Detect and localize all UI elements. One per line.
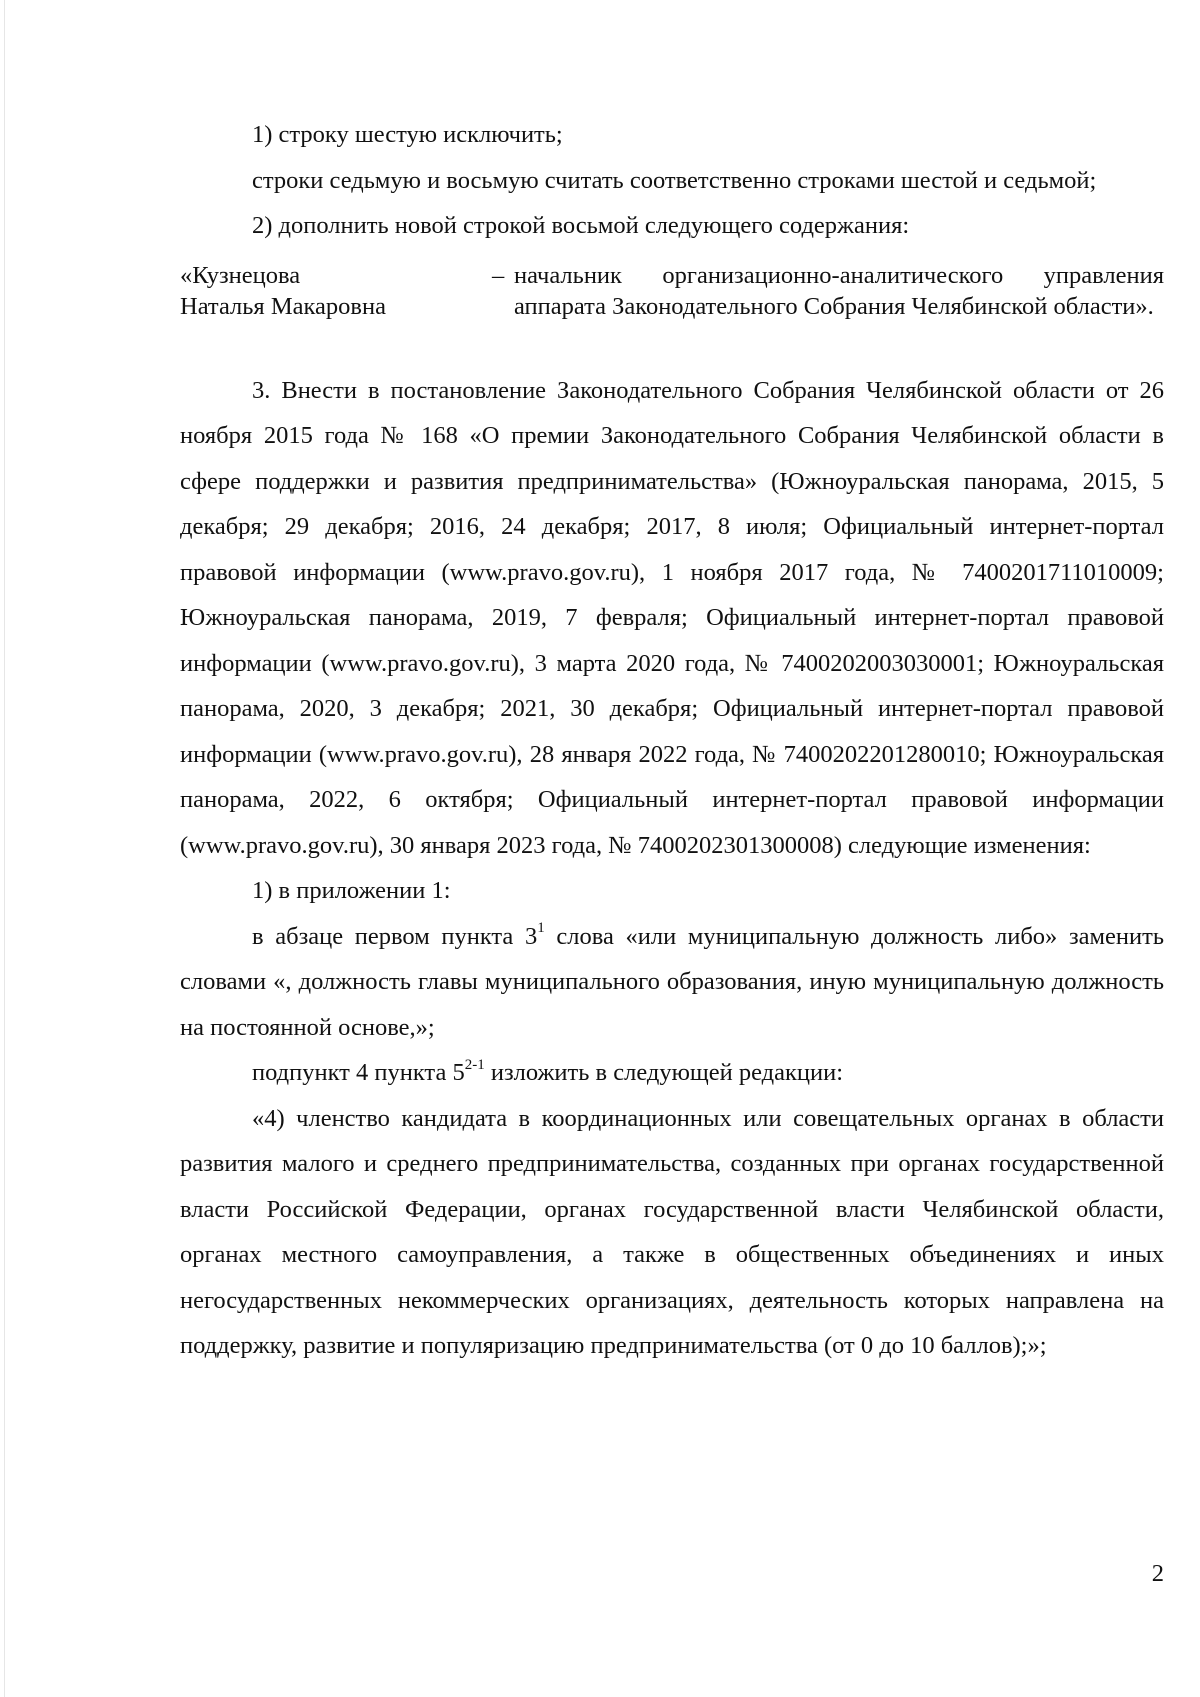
item1-line2: строки седьмую и восьмую считать соответственно строками шестой и седьмой;	[252, 166, 1097, 194]
spacer	[180, 322, 1164, 368]
person-role: начальник организационно-аналитического управления аппарата Законодательного Собрания Челябинской области».	[514, 261, 1164, 320]
item1-line1: 1) строку шестую исключить;	[252, 121, 563, 148]
subpoint-4-text-start: подпункт 4 пункта 5	[252, 1059, 465, 1086]
point-3-1-text-end: слова «или муниципальную должность либо» заменить словами «, должность главы муниципального образования, иную муниципальную должность на постоянной основе,»;	[180, 922, 1164, 1041]
person-given-names: Наталья Макаровна	[180, 292, 386, 320]
person-dash: –	[492, 261, 505, 289]
item2: 2) дополнить новой строкой восьмой следующего содержания:	[252, 212, 910, 239]
point-3-1-superscript: 1	[537, 920, 545, 937]
person-surname: «Кузнецова	[180, 261, 301, 289]
section-3-paragraph: 3. Внести в постановление Законодательного Собрания Челябинской области от 26 ноября 2015 года № 168 «О премии Законодательного Собрания Челябинской области в сфере поддержки и развития предпринимательства» (Южноуральская панорама, 2015, 5 декабря; 29 декабря; 2016, 24 декабря; 2017, 8 июля; Официальный интернет-портал правовой информации (www.pravo.gov.ru), 1 ноября 2017 года, № 7400201711010009; Южноуральская панорама, 2019, 7 февраля; Официальный интернет-портал правовой информации (www.pravo.gov.ru), 3 марта 2020 года, № 7400202003030001; Южноуральская панорама, 2020, 3 декабря; 2021, 30 декабря; Официальный интернет-портал правовой информации (www.pravo.gov.ru), 28 января 2022 года, № 7400202201280010; Южноуральская панорама, 2022, 6 октября; Официальный интернет-портал правовой информации (www.pravo.gov.ru), 30 января 2023 года, № 7400202301300008) следующие изменения:	[180, 376, 1164, 859]
subpoint-4-heading	[180, 1050, 1164, 1096]
appendix-1-heading: 1) в приложении 1:	[252, 877, 451, 904]
paragraph-point-3-1	[180, 914, 1164, 1051]
person-entry	[180, 260, 1164, 322]
scan-edge-line	[4, 0, 5, 1697]
subpoint-4-superscript: 2-1	[464, 1056, 485, 1073]
document-body	[180, 112, 1164, 1369]
point-3-1-text-start: в абзаце первом пункта 3	[252, 922, 538, 950]
subpoint-4-text-end: изложить в следующей редакции:	[484, 1059, 844, 1086]
quoted-subpoint-4: «4) членство кандидата в координационных или совещательных органах в области развития малого и среднего предпринимательства, созданных при органах государственной власти Российской Федерации, органах государственной власти Челябинской области, органах местного самоуправления, а также в общественных объединениях и иных негосударственных некоммерческих организациях, деятельность которых направлена на поддержку, развитие и популяризацию предпринимательства (от 0 до 10 баллов);»;	[180, 1104, 1164, 1359]
person-name	[180, 260, 492, 322]
page-number: 2	[1151, 1560, 1164, 1587]
